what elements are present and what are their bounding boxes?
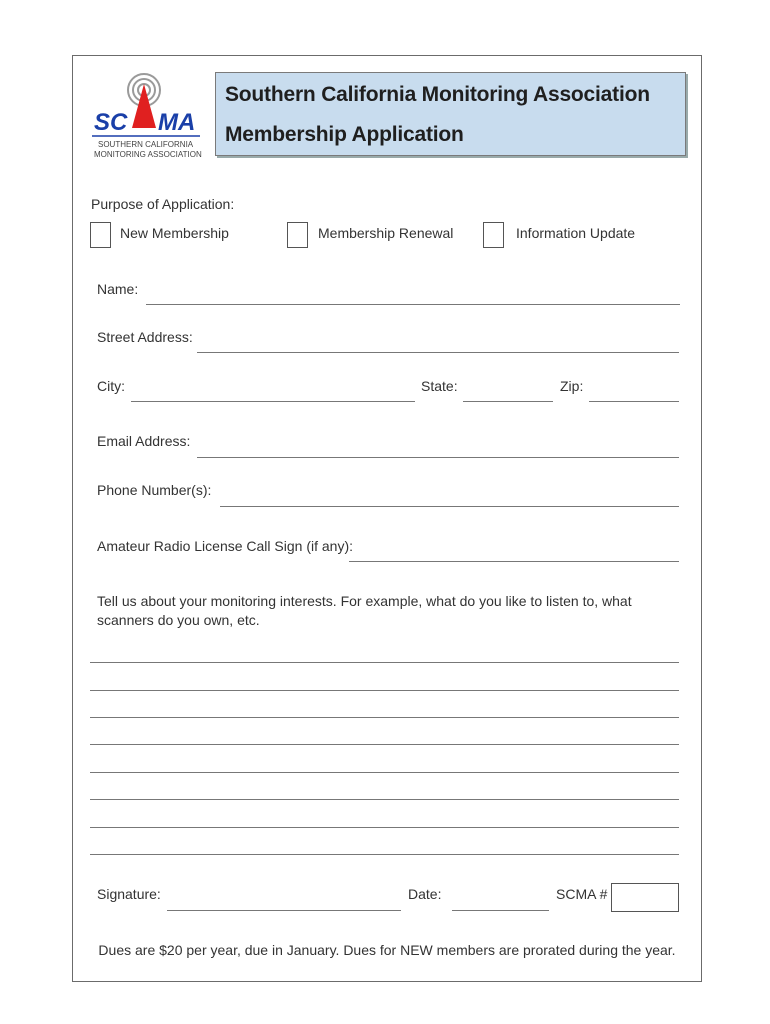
city-label: City:	[97, 378, 125, 394]
interests-line-5[interactable]	[90, 772, 679, 773]
logo-letters-sc: SC	[94, 109, 128, 136]
option-membership-renewal-label: Membership Renewal	[318, 225, 454, 241]
page-title: Southern California Monitoring Association	[225, 83, 650, 106]
logo-subtitle-1: SOUTHERN CALIFORNIA	[98, 140, 194, 149]
page-subtitle: Membership Application	[225, 123, 464, 146]
street-address-field[interactable]	[197, 352, 679, 353]
zip-label: Zip:	[560, 378, 584, 394]
antenna-tower-icon	[132, 84, 156, 128]
interests-line-2[interactable]	[90, 690, 679, 691]
state-field[interactable]	[463, 401, 553, 402]
option-new-membership-label: New Membership	[120, 225, 229, 241]
logo-subtitle-2: MONITORING ASSOCIATION	[94, 150, 202, 159]
phone-field[interactable]	[220, 506, 679, 507]
email-field[interactable]	[197, 457, 679, 458]
interests-line-7[interactable]	[90, 827, 679, 828]
checkbox-information-update[interactable]	[483, 222, 504, 248]
state-label: State:	[421, 378, 458, 394]
title-box	[215, 72, 686, 156]
logo-letters-ma: MA	[158, 109, 196, 136]
interests-line-4[interactable]	[90, 744, 679, 745]
signature-field[interactable]	[167, 910, 401, 911]
name-label: Name:	[97, 281, 139, 297]
interests-line-3[interactable]	[90, 717, 679, 718]
signature-label: Signature:	[97, 886, 161, 902]
name-field[interactable]	[146, 304, 680, 305]
email-label: Email Address:	[97, 433, 191, 449]
phone-label: Phone Number(s):	[97, 482, 212, 498]
scma-number-box[interactable]	[611, 883, 679, 912]
interests-line-1[interactable]	[90, 662, 679, 663]
dues-note: Dues are $20 per year, due in January. Dues for NEW members are prorated during the year.	[98, 942, 676, 958]
interests-prompt-line2: scanners do you own, etc.	[97, 612, 260, 628]
checkbox-membership-renewal[interactable]	[287, 222, 308, 248]
callsign-field[interactable]	[349, 561, 679, 562]
city-field[interactable]	[131, 401, 415, 402]
zip-field[interactable]	[589, 401, 679, 402]
purpose-label: Purpose of Application:	[91, 196, 235, 212]
checkbox-new-membership[interactable]	[90, 222, 111, 248]
callsign-label: Amateur Radio License Call Sign (if any):	[97, 538, 354, 554]
scma-number-label: SCMA #	[556, 886, 608, 902]
interests-prompt-line1: Tell us about your monitoring interests. For example, what do you like to listen to, what	[97, 593, 632, 609]
street-address-label: Street Address:	[97, 329, 193, 345]
scma-logo	[80, 70, 210, 162]
date-label: Date:	[408, 886, 442, 902]
interests-line-8[interactable]	[90, 854, 679, 855]
interests-line-6[interactable]	[90, 799, 679, 800]
date-field[interactable]	[452, 910, 549, 911]
form-page-border	[72, 55, 702, 982]
option-information-update-label: Information Update	[516, 225, 636, 241]
